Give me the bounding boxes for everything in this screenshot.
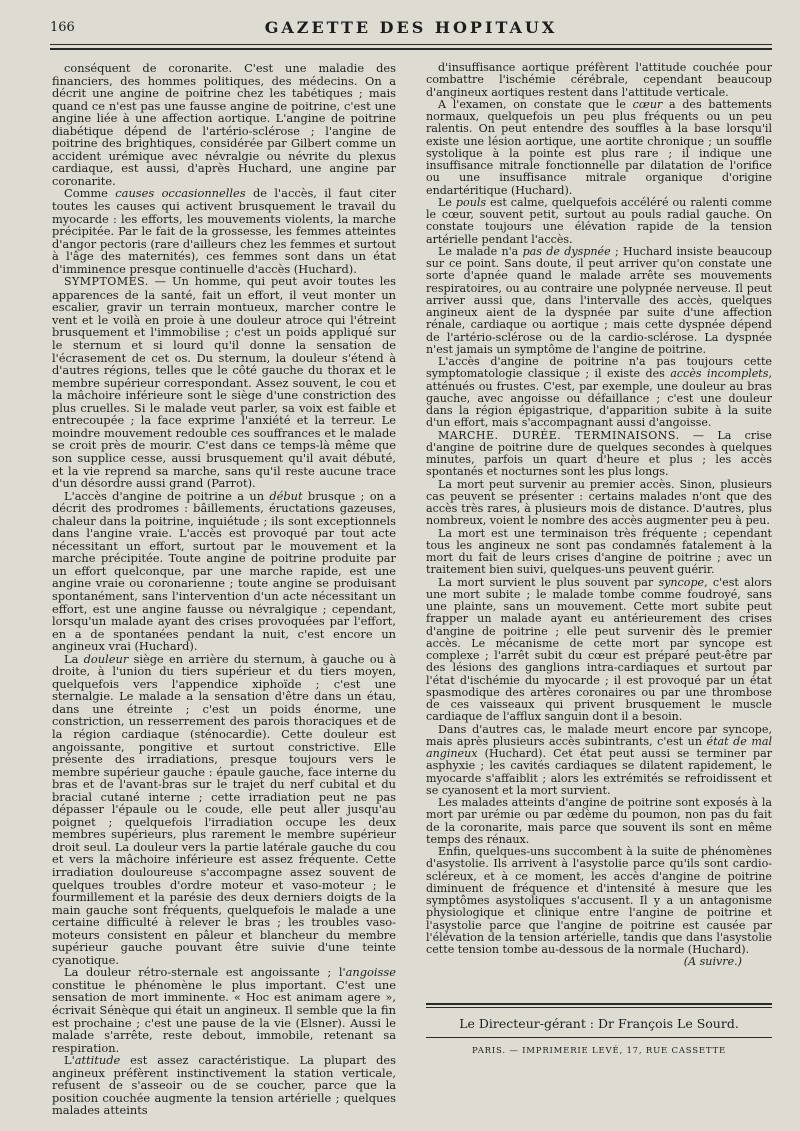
emphasis-term: état de mal angineux — [426, 734, 773, 760]
paragraph — [426, 577, 772, 724]
paragraph — [52, 275, 396, 489]
emphasis-term: début — [269, 488, 303, 503]
paragraph-text: ; Huchard insiste beaucoup sur ce point. Sans doute, il peut arriver qu'on constate une sorte d'apnée quand le malade arrête ses mouvements respiratoires, ou au contraire une polypnée nerveuse. Il peut arriver aussi que, dans l'intervalle des accès, quelques angineux aient de la dyspnée par suite d'une affection rénale, cardiaque ou aortique ; mais cette dyspnée dépend de l'artério-sclérose ou de la cardio-sclérose. La dyspnée n'est jamais un symptôme de l'angine de poitrine. — [426, 244, 772, 356]
page-number: 166 — [50, 20, 75, 35]
paragraph — [426, 479, 772, 528]
section-heading: SYMPTOMES. — [64, 275, 149, 289]
signature-rule-bottom — [426, 1037, 772, 1038]
paragraph — [52, 653, 396, 967]
paragraph — [52, 187, 396, 275]
paragraph-text: a des battements normaux, quelquefois un peu plus fréquents ou un peu ralentis. On peut entendre des souffles à la base lorsqu'il existe une lésion aortique, une aortite chronique ; un souffle systolique à la pointe est plus rare ; il indique une insuffisance mitrale fonctionnelle par dilatation de l'orifice ou une insuffisance mitrale organique d'origine endartéritique (Huchard). — [426, 97, 772, 197]
emphasis-term: angoisse — [345, 965, 396, 980]
paragraph — [52, 490, 396, 653]
lead-text: La douleur rétro-sternale est angoissante ; l' — [64, 965, 346, 980]
paragraph-text: d'insuffisance aortique préfèrent l'attitude couchée pour combattre l'ischémie cérébrale, cependant beaucoup d'angineux aortiques restent dans l'attitude verticale. — [426, 61, 772, 99]
paragraph-text: brusque ; on a décrit des prodromes : bâillements, éructations gazeuses, chaleur dans la poitrine, inquiétude ; ils sont exceptionnels dans l'angine vraie. L'accès est provoqué par tout acte nécessitant un effort, surtout par le mouvement et la marche précipitée. Toute angine de poitrine produite par un effort quelconque, par une marche rapide, est une angine vraie ou coronarienne ; toute angine se produisant spontanément, sans l'intervention d'un acte nécessitant un effort, est une angine fausse ou névralgique ; cependant, lorsqu'un malade ayant des crises provoquées par l'effort, en a de spontanées pendant la nuit, c'est encore un angineux vrai (Huchard). — [52, 488, 397, 654]
lead-text: L' — [64, 1053, 75, 1068]
emphasis-term: pas de dyspnée — [522, 244, 611, 258]
lead-text: A l'examen, on constate que le — [438, 97, 633, 111]
left-column — [52, 62, 396, 1117]
paragraph-text: de l'accès, il faut citer toutes les causes qui activent brusquement le travail du myocarde : les efforts, les mouvements violents, la marche précipitée. Par le fait de la grossesse, les femmes atteintes d'angor pectoris (rare d'ailleurs chez les femmes et surtout à l'âge des maternités), ces femmes sont dans un état d'imminence presque continuelle d'accès (Huchard). — [52, 186, 396, 276]
paragraph-text: est assez caractéristique. La plupart des angineux préfèrent instinctivement la station verticale, refusent de s'asseoir ou de se coucher, parce que la position couchée augmente la tension artérielle ; quelques malades atteints — [52, 1053, 396, 1118]
lead-text: Le malade n'a — [438, 244, 523, 258]
continuation-note: (A suivre.) — [683, 955, 742, 969]
paragraph — [426, 356, 772, 430]
director-signature: Le Directeur-gérant : Dr François Le Sourd. — [459, 1016, 739, 1031]
signature-block — [426, 1003, 772, 1056]
signature-rule-top — [426, 1003, 772, 1005]
emphasis-term: accès incomplets — [670, 367, 769, 381]
lead-text: Dans d'autres cas, le malade meurt encore par syncope, mais après plusieurs accès subintrants, c'est un — [426, 722, 772, 748]
header-rule-thin — [50, 44, 772, 45]
lead-text: La — [64, 651, 84, 666]
paragraph — [52, 1054, 396, 1117]
journal-title: GAZETTE DES HOPITAUX — [264, 18, 558, 37]
paragraph-text: , atténués ou frustes. C'est, par exemple, une douleur au bras gauche, avec angoisse ou défaillance ; c'est une douleur dans la région épigastrique, d'apparition subite à la suite d'un effort, mais s'accompagnant aussi d'angoisse. — [426, 367, 772, 430]
paragraph-text: est calme, quelquefois accéléré ou ralenti comme le cœur, souvent petit, surtout au pouls radial gauche. On constate toujours une élévation rapide de la tension artérielle pendant l'accès. — [426, 195, 772, 246]
page-header — [50, 18, 772, 46]
paragraph — [426, 430, 772, 479]
paragraph-text: — Un homme, qui peut avoir toutes les apparences de la santé, fait un effort, il veut monter un escalier, gravir un terrain montueux, marcher contre le vent et le voilà en proie à une douleur atroce qui l'étreint brusquement et l'immobilise ; c'est un poids appliqué sur le sternum et si lourd qu'il donne la sensation de l'écrasement de cet os. Du sternum, la douleur s'étend à d'autres régions, telles que le côté gauche du thorax et le membre supérieur correspondant. Assez souvent, le cou et la mâchoire inférieure sont le siège d'une constriction des plus cruelles. Si le malade veut parler, sa voix est faible et entrecoupée ; la face exprime l'anxiété et la terreur. Le moindre mouvement redouble ces souffrances et le malade se croit près de mourir. C'est dans ce temps-là même que son supplice cesse, aussi brusquement qu'il avait débuté, et la vie reprend sa marche, sans qu'il reste aucune trace d'un désordre aussi grand (Parrot). — [52, 274, 396, 491]
paragraph — [426, 724, 772, 798]
lead-text: La mort survient le plus souvent par — [438, 575, 659, 589]
paragraph — [52, 62, 396, 187]
right-column — [426, 62, 772, 969]
paragraph-text: siège en arrière du sternum, à gauche ou à droite, à l'union du tiers supérieur et du tiers moyen, quelquefois vers l'appendice xiphoïde ; c'est une sternalgie. Le malade a la sensation d'être dans un étau, dans une étreinte ; c'est un poids énorme, une constriction, un resserrement des parois thoraciques et de la région cardiaque (sténocardie). Cette douleur est angoissante, pongitive et surtout constrictive. Elle présente des irradiations, presque toujours vers le membre supérieur gauche : épaule gauche, face interne du bras et de l'avant-bras sur le trajet du nerf cubital et du bracial cutané interne ; cette irradiation peut ne pas dépasser l'épaule ou le coude, elle peut aller jusqu'au poignet ; quelquefois l'irradiation occupe les deux membres supérieurs, plus rarement le membre supérieur droit seul. La douleur vers la partie latérale gauche du cou et vers la mâchoire inférieure est assez fréquente. Cette irradiation douloureuse s'accompagne assez souvent de quelques troubles d'ordre moteur et vaso-moteur ; le fourmillement et la parésie des deux derniers doigts de la main gauche sont fréquents, quelquefois le malade a une certaine difficulté à relever le bras ; les troubles vaso-moteurs consistent en pâleur et blancheur du membre supérieur gauche pouvant être suivie d'une teinte cyanotique. — [52, 651, 396, 967]
printer-imprint: PARIS. — IMPRIMERIE LEVÉ, 17, RUE CASSETTE — [471, 1046, 726, 1056]
signature-rule-top-thin — [426, 1007, 772, 1008]
lead-text: Le — [438, 195, 456, 209]
lead-text: Comme — [64, 186, 116, 201]
section-heading: MARCHE. DURÉE. TERMINAISONS. — [438, 428, 680, 442]
paragraph-text: Enfin, quelques-uns succombent à la suite de phénomènes d'asystolie. Ils arrivent à l'asystolie parce qu'ils sont cardio-scléreux, et à ce moment, les accès d'angine de poitrine diminuent de fréquence et d'intensité à mesure que les symptômes asystoliques s'accusent. Il y a un antagonisme physiologique et clinique entre l'angine de poitrine et l'asystolie parce que l'angine de poitrine est causée par l'élévation de la tension artérielle, tandis que dans l'asystolie cette tension tombe au-dessous de la normale (Huchard). — [426, 845, 772, 956]
lead-text: L'accès d'angine de poitrine n'a pas toujours cette symptomatologie classique ; il existe des — [426, 355, 772, 381]
emphasis-term: douleur — [83, 651, 129, 666]
paragraph-text: , c'est alors une mort subite ; le malade tombe comme foudroyé, sans une plainte, sans un mouvement. Cette mort subite peut frapper un malade ayant eu antérieurement des crises d'angine de poitrine ; elle peut survenir dès le premier accès. Le mécanisme de cette mort par syncope est complexe ; l'arrêt subit du cœur est préparé peut-être par des lésions des ganglions intra-cardiaques et surtout par l'état d'ischémie du myocarde ; il est provoqué par un état spasmodique des artères coronaires ou par une thrombose de ces vaisseaux qui privent brusquement le muscle cardiaque de l'afflux sanguin dont il a besoin. — [426, 575, 772, 724]
emphasis-term: attitude — [74, 1053, 121, 1068]
paragraph — [426, 197, 772, 246]
paragraph-text: constitue le phénomène le plus important. C'est une sensation de mort imminente. « Hoc est animam agere », écrivait Sénèque qui était un angineux. Il semble que la fin est prochaine ; c'est une pause de la vie (Elsner). Aussi le malade s'arrête, reste debout, immobile, retenant sa respiration. — [52, 977, 396, 1055]
paragraph — [426, 528, 772, 577]
emphasis-term: causes occasionnelles — [115, 186, 246, 201]
paragraph — [426, 62, 772, 99]
header-rule-thick — [50, 48, 772, 50]
lead-text: L'accès d'angine de poitrine a un — [64, 488, 270, 503]
emphasis-term: cœur — [632, 97, 663, 111]
paragraph-text: conséquent de coronarite. C'est une maladie des financiers, des hommes politiques, des médecins. On a décrit une angine de poitrine chez les tabétiques ; mais quand ce n'est pas une fausse angine de poitrine, c'est une angine liée à une affection aortique. L'angine de poitrine diabétique dépend de l'artério-sclérose ; l'angine de poitrine des brightiques, considérée par Gilbert comme un accident urémique avec névralgie ou névrite du plexus cardiaque, est aussi, d'après Huchard, une angine par coronarite. — [52, 61, 396, 188]
emphasis-term: syncope — [658, 575, 705, 589]
paragraph — [426, 797, 772, 846]
paragraph — [426, 99, 772, 197]
emphasis-term: pouls — [455, 195, 487, 209]
paragraph-text: La mort peut survenir au premier accès. Sinon, plusieurs cas peuvent se présenter : certains malades n'ont que des accès très rares, à plusieurs mois de distance. D'autres, plus nombreux, voient le nombre des accès augmenter peu à peu. — [426, 477, 772, 528]
paragraph — [426, 846, 772, 956]
paragraph — [426, 246, 772, 356]
paragraph-text: (Huchard). Cet état peut aussi se terminer par asphyxie ; les cavités cardiaques se dilatent rapidement, le myocarde s'affaiblit ; alors les extrémités se refroidissent et se cyanosent et la mort survient. — [426, 747, 772, 797]
paragraph-text: La mort est une terminaison très fréquente ; cependant tous les angineux ne sont pas condamnés fatalement à la mort du fait de leurs crises d'angine de poitrine ; avec un traitement bien suivi, quelques-uns peuvent guérir. — [426, 526, 772, 577]
paragraph — [52, 966, 396, 1054]
paragraph — [426, 956, 772, 968]
paragraph-text: — La crise d'angine de poitrine dure de quelques secondes à quelques minutes, parfois un quart d'heure et plus ; les accès spontanés et nocturnes sont les plus longs. — [426, 428, 773, 479]
paragraph-text: Les malades atteints d'angine de poitrine sont exposés à la mort par urémie ou par œdème du poumon, non pas du fait de la coronarite, mais parce que souvent ils sont en même temps des rénaux. — [426, 796, 772, 846]
